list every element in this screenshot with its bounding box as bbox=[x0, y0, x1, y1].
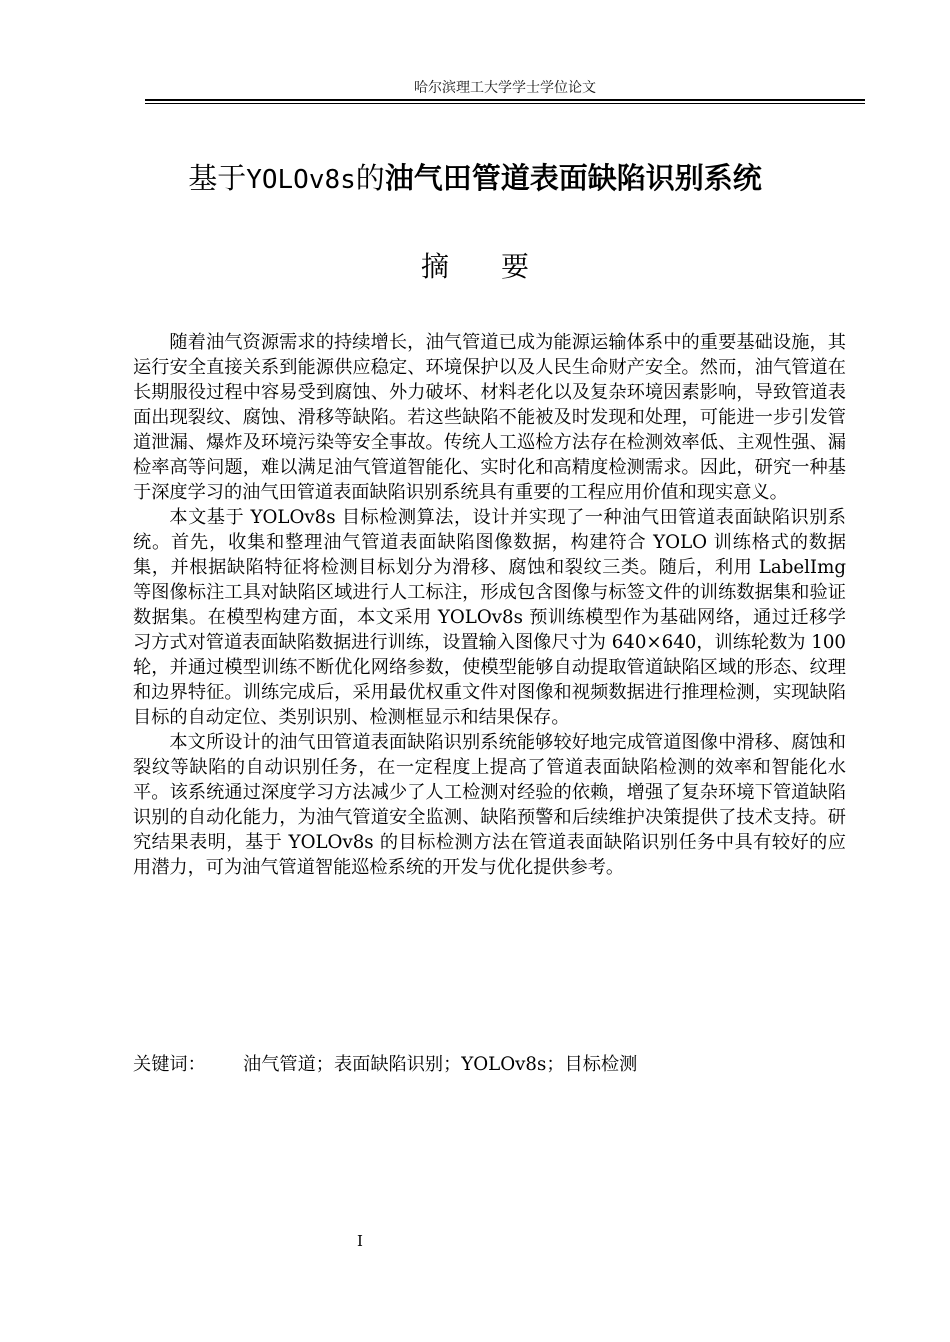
abstract-heading: 摘要 bbox=[420, 250, 581, 283]
abstract-paragraph-1: 随着油气资源需求的持续增长，油气管道已成为能源运输体系中的重要基础设施，其运行安全直接关系到能源供应稳定、环境保护以及人民生命财产安全。然而，油气管道在长期服役过程中容易受到腐蚀、外力破坏、材料老化以及复杂环境因素影响，导致管道表面出现裂纹、腐蚀、滑移等缺陷。若这些缺陷不能被及时发现和处理，可能进一步引发管道泄漏、爆炸及环境污染等安全事故。传统人工巡检方法存在检测效率低、主观性强、漏检率高等问题，难以满足油气管道智能化、实时化和高精度检测需求。因此，研究一种基于深度学习的油气田管道表面缺陷识别系统具有重要的工程应用价值和现实意义。 bbox=[133, 332, 846, 503]
abstract-paragraph-3: 本文所设计的油气田管道表面缺陷识别系统能够较好地完成管道图像中滑移、腐蚀和裂纹等缺陷的自动识别任务，在一定程度上提高了管道表面缺陷检测的效率和智能化水平。该系统通过深度学习方法减少了人工检测对经验的依赖，增强了复杂环境下管道缺陷识别的自动化能力，为油气管道安全监测、缺陷预警和后续维护决策提供了技术支持。研究结果表明，基于 YOLOv8s 的目标检测方法在管道表面缺陷识别任务中具有较好的应用潜力，可为油气管道智能巡检系统的开发与优化提供参考。 bbox=[133, 732, 846, 878]
title-model: YOLOv8s bbox=[246, 165, 356, 195]
thesis-title bbox=[40, 158, 910, 200]
keywords-items: 油气管道；表面缺陷识别；YOLOv8s；目标检测 bbox=[243, 1054, 638, 1075]
abstract-paragraph-2: 本文基于 YOLOv8s 目标检测算法，设计并实现了一种油气田管道表面缺陷识别系统。首先，收集和整理油气管道表面缺陷图像数据，构建符合 YOLO 训练格式的数据集，并根据缺陷特征将检测目标划分为滑移、腐蚀和裂纹三类。随后，利用 LabelImg 等图像标注工具对缺陷区域进行人工标注，形成包含图像与标签文件的训练数据集和验证数据集。在模型构建方面，本文采用 YOLOv8s 预训练模型作为基础网络，通过迁移学习方式对管道表面缺陷数据进行训练，设置输入图像尺寸为 640×640，训练轮数为 100 轮，并通过模型训练不断优化网络参数，使模型能够自动提取管道缺陷区域的形态、纹理和边界特征。训练完成后，采用最优权重文件对图像和视频数据进行推理检测，实现缺陷目标的自动定位、类别识别、检测框显示和结果保存。 bbox=[133, 507, 846, 728]
title-lead: 基于 bbox=[188, 161, 247, 195]
page-number: I bbox=[357, 1232, 363, 1250]
header-rule-thin bbox=[145, 103, 865, 104]
title-connector: 的 bbox=[355, 161, 385, 195]
header-rule-thick bbox=[145, 99, 865, 101]
title-main: 油气田管道表面缺陷识别系统 bbox=[384, 161, 762, 195]
keywords-line bbox=[133, 1052, 846, 1077]
abstract-body bbox=[133, 330, 846, 880]
keywords-label: 关键词： bbox=[133, 1054, 206, 1075]
running-header: 哈尔滨理工大学学士学位论文 bbox=[414, 80, 596, 96]
